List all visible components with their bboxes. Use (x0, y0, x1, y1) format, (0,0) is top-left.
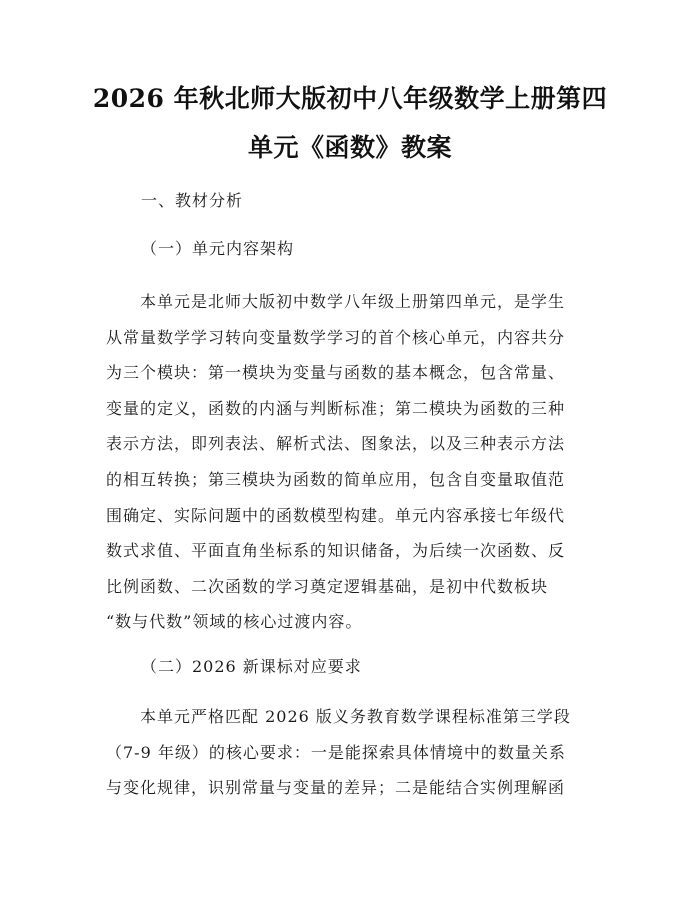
paragraph-line: 变量的定义，函数的内涵与判断标准；第二模块为函数的三种 (106, 398, 566, 418)
paragraph-curriculum-requirements (106, 699, 599, 806)
document-title-line-1: 2026 年秋北师大版初中八年级数学上册第四 (92, 84, 608, 113)
subsection-heading-curriculum-requirements: （二）2026 新课标对应要求 (141, 657, 362, 676)
paragraph-line: 的相互转换；第三模块为函数的简单应用，包含自变量取值范 (106, 469, 566, 489)
paragraph-line: 与变化规律，识别常量与变量的差异；二是能结合实例理解函 (106, 778, 566, 798)
paragraph-line: 数式求值、平面直角坐标系的知识储备，为后续一次函数、反 (106, 541, 566, 561)
section-heading-teaching-material-analysis: 一、教材分析 (141, 191, 244, 210)
paragraph-line: “数与代数”领域的核心过渡内容。 (106, 612, 363, 632)
document-title-line-2: 单元《函数》教案 (247, 133, 452, 162)
subsection-heading-unit-structure: （一）单元内容架构 (141, 239, 295, 258)
paragraph-line: 比例函数、二次函数的学习奠定逻辑基础，是初中代数板块 (106, 576, 549, 596)
paragraph-line: 本单元严格匹配 2026 版义务教育数学课程标准第三学段 (140, 707, 571, 726)
paragraph-line: 从常量数学学习转向变量数学学习的首个核心单元，内容共分 (106, 327, 566, 347)
paragraph-line: 围确定、实际问题中的函数模型构建。单元内容承接七年级代 (106, 505, 566, 525)
paragraph-line: 表示方法，即列表法、解析式法、图象法，以及三种表示方法 (106, 434, 566, 454)
paragraph-line: 为三个模块：第一模块为变量与函数的基本概念，包含常量、 (106, 363, 566, 383)
paragraph-unit-structure (106, 284, 599, 640)
paragraph-line: （7-9 年级）的核心要求：一是能探索具体情境中的数量关系 (106, 742, 566, 762)
paragraph-line: 本单元是北师大版初中数学八年级上册第四单元，是学生 (140, 292, 566, 311)
